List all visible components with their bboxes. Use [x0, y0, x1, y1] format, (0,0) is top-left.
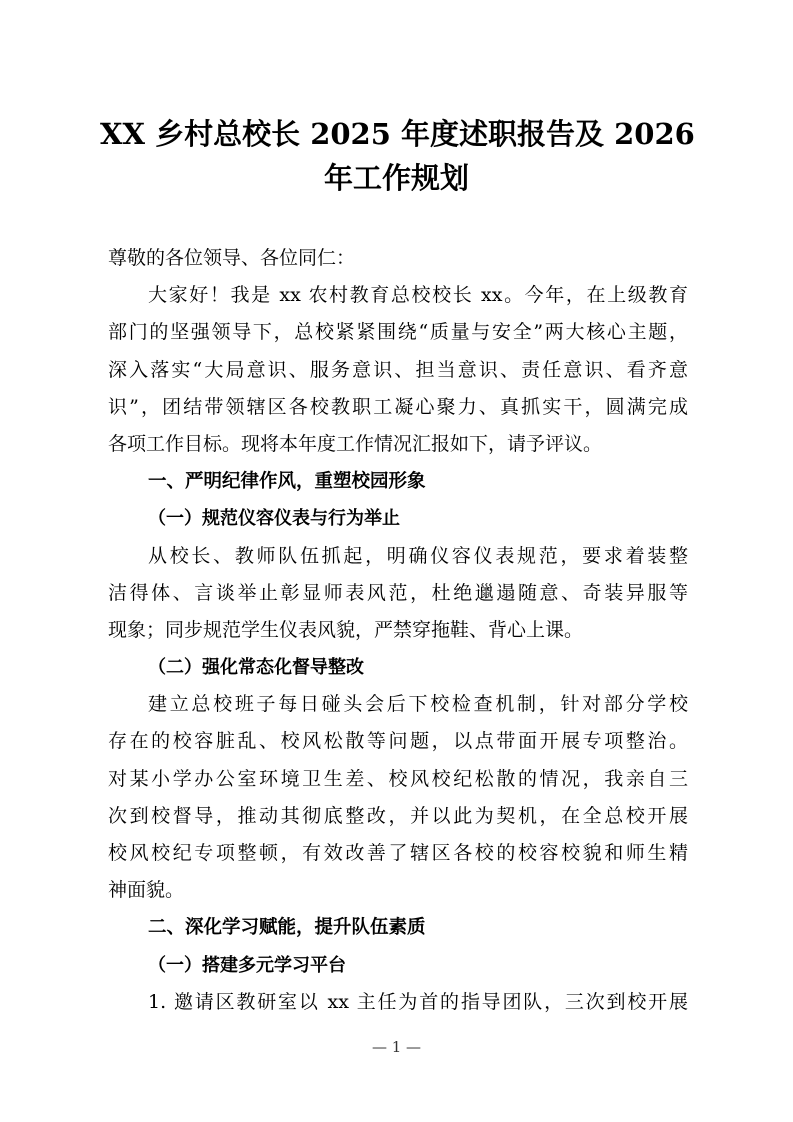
section-heading: 一、严明纪律作风，重塑校园形象 [148, 471, 426, 493]
intro-line: 部门的坚强领导下，总校紧紧围绕“质量与安全”两大核心主题， [108, 321, 688, 344]
paragraph-line: 神面貌。 [108, 879, 185, 902]
paragraph-line: 现象；同步规范学生仪表风貌，严禁穿拖鞋、背心上课。 [108, 618, 584, 641]
paragraph-line: 洁得体、言谈举止彰显师表风范，杜绝邋遢随意、奇装异服等 [108, 581, 688, 604]
document-title [100, 112, 693, 200]
intro-line: 深入落实“大局意识、服务意识、担当意识、责任意识、看齐意 [108, 358, 688, 381]
paragraph-line: 建立总校班子每日碰头会后下校检查机制，针对部分学校 [148, 693, 688, 716]
paragraph-line: 存在的校容脏乱、校风松散等问题，以点带面开展专项整治。 [108, 730, 688, 753]
page-number: — 1 — [371, 1038, 422, 1056]
section-heading: 二、深化学习赋能，提升队伍素质 [148, 917, 426, 939]
subsection-heading: （一）搭建多元学习平台 [148, 954, 346, 976]
paragraph-line: 1. 邀请区教研室以 xx 主任为首的指导团队，三次到校开展 [148, 990, 688, 1013]
paragraph-line: 从校长、教师队伍抓起，明确仪容仪表规范，要求着装整 [148, 544, 688, 567]
subsection-heading: （一）规范仪容仪表与行为举止 [148, 508, 400, 530]
title-line-2: 年工作规划 [323, 161, 469, 195]
document-body [108, 240, 688, 1021]
intro-line: 各项工作目标。现将本年度工作情况汇报如下，请予评议。 [108, 432, 603, 455]
salutation: 尊敬的各位领导、各位同仁： [108, 247, 356, 269]
intro-line: 大家好！我是 xx 农村教育总校校长 xx。今年，在上级教育 [148, 284, 688, 307]
title-line-1: XX 乡村总校长 2025 年度述职报告及 2026 [100, 117, 695, 151]
paragraph-line: 次到校督导，推动其彻底整改，并以此为契机，在全总校开展 [108, 804, 688, 827]
paragraph-line: 对某小学办公室环境卫生差、校风校纪松散的情况，我亲自三 [108, 767, 688, 790]
paragraph-line: 校风校纪专项整顿，有效改善了辖区各校的校容校貌和师生精 [108, 842, 688, 864]
subsection-heading: （二）强化常态化督导整改 [148, 657, 364, 679]
intro-line: 识”，团结带领辖区各校教职工凝心聚力、真抓实干，圆满完成 [108, 395, 688, 418]
